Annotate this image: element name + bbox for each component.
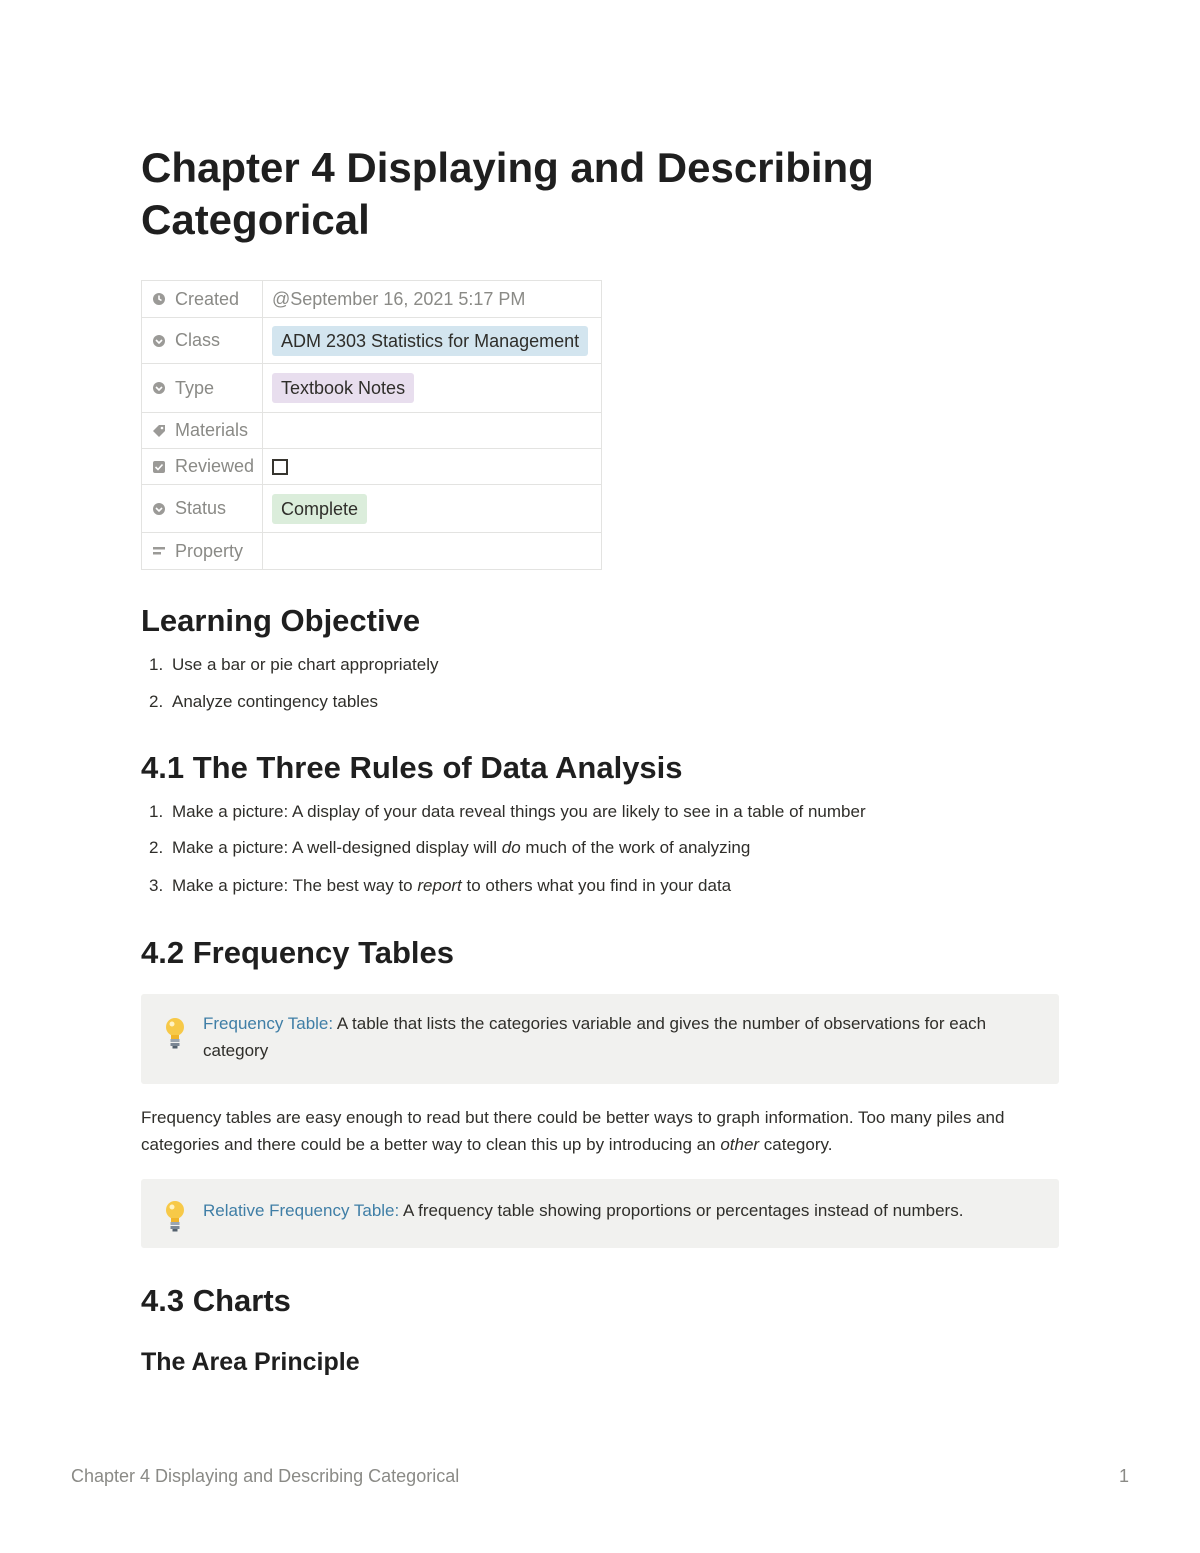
list-number: 1. (149, 802, 164, 821)
select-icon (152, 502, 166, 516)
property-key: Class (175, 330, 221, 350)
select-icon (152, 334, 166, 348)
page-title: Chapter 4 Displaying and Describing Categorical (141, 144, 874, 243)
list-item (141, 875, 731, 897)
materials-value[interactable] (263, 413, 602, 449)
properties-table (141, 280, 602, 570)
list-text: Make a picture: A display of your data reveal things you are likely to see in a table of number (172, 802, 866, 821)
emphasis: do (501, 838, 521, 857)
list-item (141, 801, 866, 823)
property-row-class (142, 318, 602, 364)
property-key: Created (175, 288, 240, 309)
subsection-heading-area-principle: The Area Principle (141, 1348, 360, 1376)
property-row-property (142, 533, 602, 570)
paragraph-text: Frequency tables are easy enough to read but there could be better ways to graph information. Too many piles and categories and there could be a better way to clean this up by introducing an (141, 1108, 1005, 1154)
footer-title: Chapter 4 Displaying and Describing Categorical (71, 1466, 460, 1486)
type-tag[interactable]: Textbook Notes (272, 373, 414, 403)
status-tag[interactable]: Complete (272, 494, 367, 524)
callout-text (203, 1010, 1029, 1064)
list-number: 1. (149, 655, 164, 674)
list-number: 2. (149, 692, 164, 711)
property-key: Property (175, 540, 244, 561)
property-row-reviewed (142, 449, 602, 485)
section-heading-4-2: 4.2 Frequency Tables (141, 935, 454, 970)
property-value[interactable] (263, 533, 602, 570)
definition-term: Frequency Table: (203, 1014, 334, 1033)
page-number: 1 (1118, 1466, 1129, 1486)
clock-icon (152, 292, 166, 306)
property-key: Reviewed (175, 456, 255, 476)
section-heading-learning-objective: Learning Objective (141, 603, 421, 638)
list-text: Make a picture: A well-designed display will (172, 838, 502, 857)
class-tag[interactable]: ADM 2303 Statistics for Management (272, 326, 588, 356)
list-number: 3. (149, 876, 164, 895)
property-key: Type (175, 377, 215, 398)
list-text: Use a bar or pie chart appropriately (172, 655, 439, 674)
property-row-status (142, 485, 602, 533)
property-row-created (142, 281, 602, 318)
list-text: to others what you find in your data (461, 876, 732, 895)
section-heading-4-1: 4.1 The Three Rules of Data Analysis (141, 750, 683, 785)
property-row-materials (142, 413, 602, 449)
section-heading-4-3: 4.3 Charts (141, 1283, 291, 1318)
paragraph-frequency-tables (141, 1104, 1051, 1158)
callout-frequency-table (141, 994, 1059, 1084)
list-text: much of the work of analyzing (520, 838, 751, 857)
paragraph-text: category. (759, 1135, 833, 1154)
list-item (141, 654, 438, 676)
list-number: 2. (149, 838, 164, 857)
reviewed-checkbox[interactable] (272, 459, 288, 475)
checkbox-icon (152, 460, 166, 474)
lightbulb-icon (163, 1199, 187, 1233)
select-icon (152, 381, 166, 395)
lightbulb-icon (163, 1016, 187, 1050)
property-key: Status (175, 498, 227, 518)
callout-relative-frequency-table (141, 1179, 1059, 1248)
callout-text (203, 1197, 1029, 1224)
list-item (141, 691, 378, 713)
text-icon (152, 544, 166, 558)
definition-text: A frequency table showing proportions or percentages instead of numbers. (399, 1201, 964, 1220)
tag-icon (152, 424, 166, 438)
list-item (141, 837, 750, 859)
property-row-type (142, 364, 602, 413)
definition-text: A table that lists the categories variable and gives the number of observations for each category (203, 1014, 987, 1060)
property-key: Materials (175, 420, 249, 440)
list-text: Analyze contingency tables (172, 692, 379, 711)
created-value[interactable]: @September 16, 2021 5:17 PM (272, 288, 526, 309)
emphasis: report (417, 876, 462, 895)
definition-term: Relative Frequency Table: (203, 1201, 400, 1220)
list-text: Make a picture: The best way to (172, 876, 418, 895)
emphasis: other (720, 1135, 760, 1154)
